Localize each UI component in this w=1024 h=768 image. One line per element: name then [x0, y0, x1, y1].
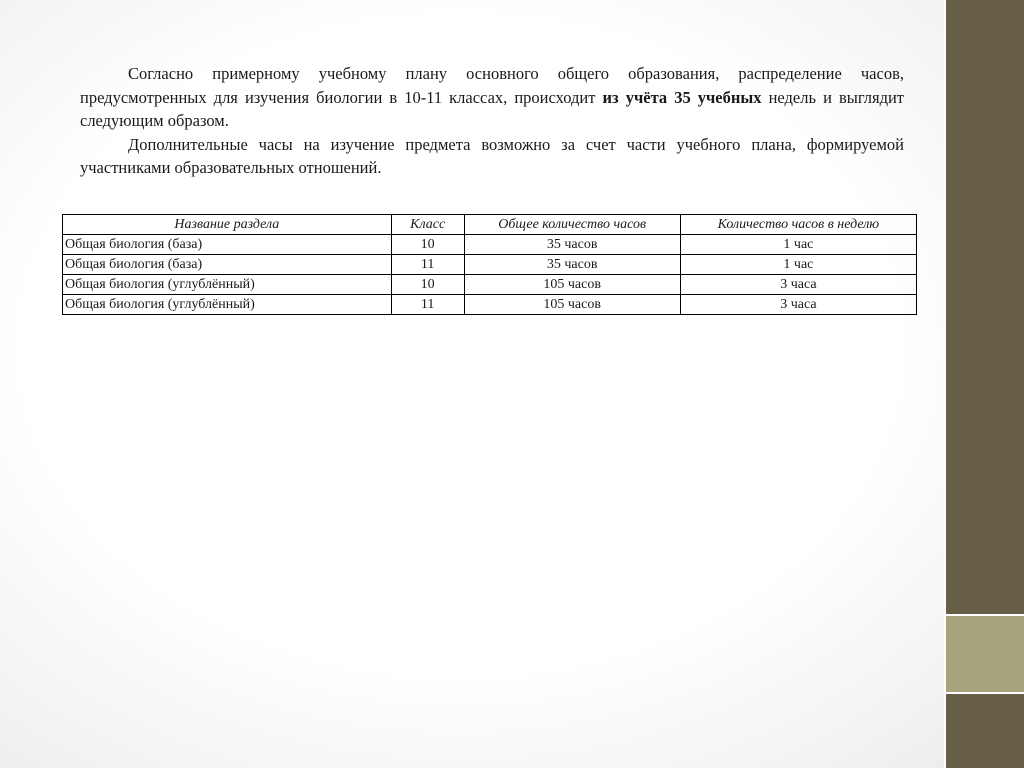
cell-hours-per-week: 1 час — [680, 255, 916, 275]
paragraph1-text-after: недель и выглядит следующим образом. — [80, 87, 905, 130]
cell-class: 10 — [391, 275, 464, 295]
cell-total-hours: 105 часов — [464, 275, 680, 295]
cell-total-hours: 105 часов — [464, 295, 680, 315]
cell-section-name: Общая биология (углублённый) — [63, 275, 392, 295]
cell-section-name: Общая биология (углублённый) — [63, 295, 392, 315]
table-row — [63, 275, 917, 295]
cell-section-name: Общая биология (база) — [63, 255, 392, 275]
cell-class: 10 — [391, 235, 464, 255]
decorative-sidebar — [944, 0, 1024, 768]
cell-hours-per-week: 3 часа — [680, 275, 916, 295]
cell-class: 11 — [391, 255, 464, 275]
text-block — [80, 62, 904, 180]
cell-hours-per-week: 3 часа — [680, 295, 916, 315]
table-row — [63, 235, 917, 255]
cell-hours-per-week: 1 час — [680, 235, 916, 255]
cell-total-hours: 35 часов — [464, 235, 680, 255]
paragraph-additional-hours: Дополнительные часы на изучение предмета возможно за счет части учебного плана, формируемой участниками образовательных отношений. — [80, 134, 904, 177]
paragraph-hours-distribution — [80, 62, 904, 133]
paragraph1-bold-text: из учёта 35 учебных — [602, 87, 762, 107]
hours-table — [62, 214, 917, 315]
header-total-hours: Общее количество часов — [464, 215, 680, 235]
header-class: Класс — [391, 215, 464, 235]
paragraph1-text-before: Согласно примерному учебному плану основного общего образования, распределение часов, предусмотренных для изучения биологии в 10-11 классах, происходит — [80, 64, 904, 107]
table-row — [63, 255, 917, 275]
table-header-row — [63, 215, 917, 235]
header-hours-per-week: Количество часов в неделю — [680, 215, 916, 235]
cell-class: 11 — [391, 295, 464, 315]
sidebar-accent-block — [946, 614, 1024, 694]
cell-section-name: Общая биология (база) — [63, 235, 392, 255]
cell-total-hours: 35 часов — [464, 255, 680, 275]
table-row — [63, 295, 917, 315]
header-section-name: Название раздела — [63, 215, 392, 235]
